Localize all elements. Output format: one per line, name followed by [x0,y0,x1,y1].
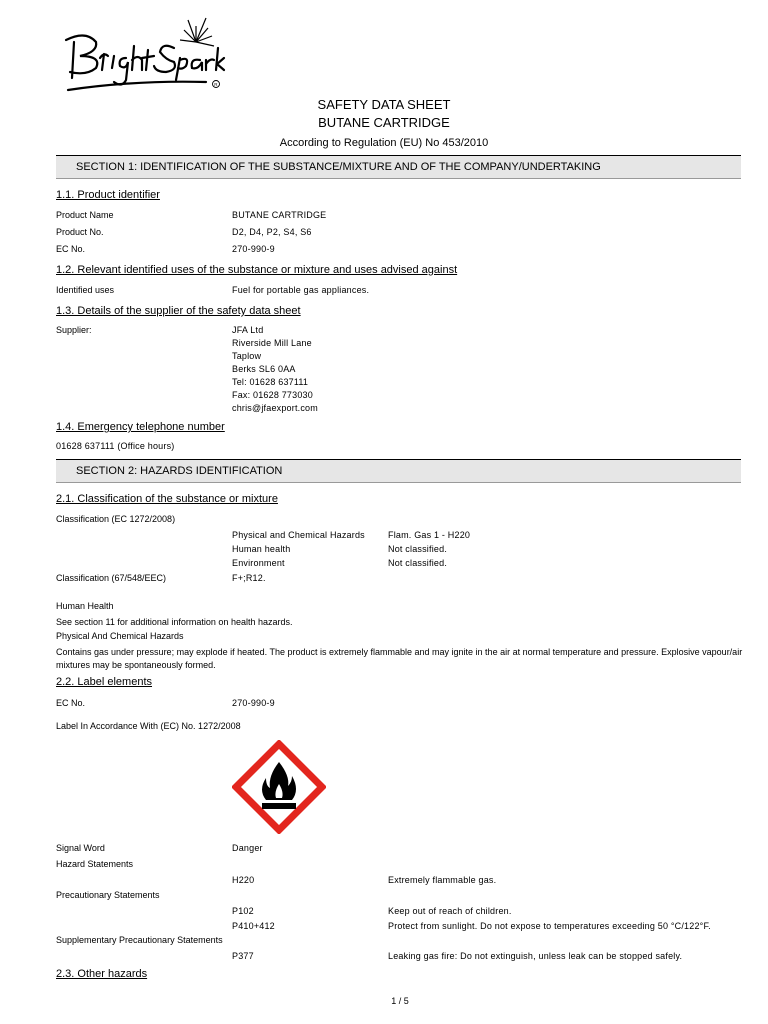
signal-word-label: Signal Word [56,843,105,853]
heading-1-1: 1.1. Product identifier [56,189,160,201]
product-no-label: Product No. [56,227,104,237]
supplier-line: Riverside Mill Lane [232,338,312,348]
supplier-line: Tel: 01628 637111 [232,377,309,387]
regulation-line: According to Regulation (EU) No 453/2010 [279,137,489,149]
supplier-email[interactable]: chris@jfaexport.com [232,403,318,413]
human-health-label: Human Health [56,601,114,611]
class-row-key: Human health [232,544,291,554]
supplementary-label: Supplementary Precautionary Statements [56,935,223,945]
human-health-text: See section 11 for additional information on health hazards. [56,617,293,627]
supp-text: Leaking gas fire: Do not extinguish, unless leak can be stopped safely. [388,951,683,961]
phys-chem-label: Physical And Chemical Hazards [56,631,184,641]
classification-67-value: F+;R12. [232,573,266,583]
classification-67-label: Classification (67/548/EEC) [56,573,167,583]
phys-chem-text: Contains gas under pressure; may explode if heated. The product is extremely flammable and may ignite in the air at normal temperature and pressure. Explosive vapour/air mixtures may be spontaneously formed. [56,647,743,670]
ec-no-value-2: 270-990-9 [232,698,275,708]
product-name-label: Product Name [56,210,114,220]
supplier-line: JFA Ltd [232,325,264,335]
section-2-heading-text: SECTION 2: HAZARDS IDENTIFICATION [76,465,283,477]
signal-word-value: Danger [232,843,263,853]
supplier-line: Taplow [232,351,262,361]
supplier-line: Fax: 01628 773030 [232,390,313,400]
page-number: 1 / 5 [391,996,409,1006]
supplier-line: Berks SL6 0AA [232,364,296,374]
bright-spark-logo [56,12,226,100]
hazard-statements-label: Hazard Statements [56,859,134,869]
section-2-heading [56,459,741,483]
flame-pictogram-icon [232,740,326,834]
prec-code: P102 [232,906,254,916]
precautionary-label: Precautionary Statements [56,890,160,900]
supp-code: P377 [232,951,254,961]
ec-no-label: EC No. [56,244,86,254]
heading-2-1: 2.1. Classification of the substance or mixture [56,493,278,505]
identified-uses-value: Fuel for portable gas appliances. [232,285,370,295]
heading-2-2: 2.2. Label elements [56,676,153,688]
product-title: BUTANE CARTRIDGE [318,115,450,130]
classification-ec-label: Classification (EC 1272/2008) [56,514,176,524]
document-title: SAFETY DATA SHEET [317,97,451,112]
identified-uses-label: Identified uses [56,285,115,295]
prec-code: P410+412 [232,921,275,931]
hazard-text: Extremely flammable gas. [388,875,497,885]
ec-no-value: 270-990-9 [232,244,275,254]
supplier-label: Supplier: [56,325,92,335]
section-1-heading-text: SECTION 1: IDENTIFICATION OF THE SUBSTANCE/MIXTURE AND OF THE COMPANY/UNDERTAKING [76,161,601,173]
class-row-value: Flam. Gas 1 - H220 [388,530,471,540]
heading-1-3: 1.3. Details of the supplier of the safety data sheet [56,305,301,317]
class-row-value: Not classified. [388,558,448,568]
heading-1-2: 1.2. Relevant identified uses of the substance or mixture and uses advised against [56,264,458,276]
prec-text: Keep out of reach of children. [388,906,512,916]
ec-no-label-2: EC No. [56,698,86,708]
class-row-key: Physical and Chemical Hazards [232,530,365,540]
svg-text:R: R [214,82,218,87]
product-no-value: D2, D4, P2, S4, S6 [232,227,312,237]
heading-1-4: 1.4. Emergency telephone number [56,421,225,433]
emergency-phone: 01628 637111 (Office hours) [56,441,175,451]
class-row-value: Not classified. [388,544,448,554]
section-1-heading [56,155,741,179]
label-accordance: Label In Accordance With (EC) No. 1272/2008 [56,721,241,731]
hazard-code: H220 [232,875,255,885]
heading-2-3: 2.3. Other hazards [56,968,148,980]
class-row-key: Environment [232,558,285,568]
product-name-value: BUTANE CARTRIDGE [232,210,327,220]
prec-text: Protect from sunlight. Do not expose to temperatures exceeding 50 °C/122°F. [388,921,711,931]
